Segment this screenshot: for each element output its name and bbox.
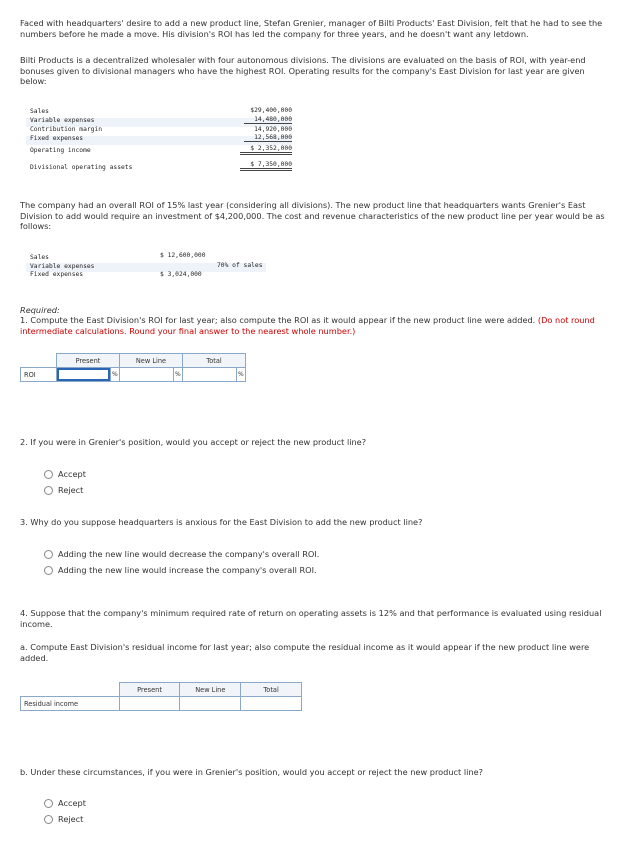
q2-option-reject-label: Reject [58, 485, 84, 495]
ri-header-new-line: New Line [180, 683, 241, 697]
results-label-sales: Sales [30, 108, 49, 115]
results-value-assets: $ 7,350,000 [240, 161, 292, 171]
radio-icon[interactable] [44, 815, 53, 824]
radio-icon[interactable] [44, 550, 53, 559]
ri-total-input[interactable] [241, 697, 301, 710]
q3-option-decrease-label: Adding the new line would decrease the company's overall ROI. [58, 549, 320, 559]
roi-total-input[interactable] [183, 368, 236, 381]
question-4a: a. Compute East Division's residual income for last year; also compute the residual income as it would appear if the new product line were added. [20, 642, 590, 663]
roi-header-present: Present [57, 354, 120, 368]
radio-icon[interactable] [44, 486, 53, 495]
radio-icon[interactable] [44, 566, 53, 575]
ri-row-label: Residual income [21, 697, 120, 711]
results-label-variable: Variable expenses [30, 117, 95, 124]
newline-label-fixed: Fixed expenses [30, 271, 84, 278]
results-value-sales: $29,400,000 [250, 107, 292, 114]
roi-present-input[interactable] [57, 368, 110, 381]
q2-option-accept[interactable] [44, 469, 86, 479]
question-1 [20, 315, 610, 336]
q3-option-increase-label: Adding the new line would increase the company's overall ROI. [58, 565, 317, 575]
results-label-assets: Divisional operating assets [30, 164, 133, 171]
q4b-option-reject-label: Reject [58, 814, 84, 824]
question-2: 2. If you were in Grenier's position, would you accept or reject the new product line? [20, 437, 367, 447]
question-1-text: 1. Compute the East Division's ROI for last year; also compute the ROI as it would appear if the new product line were added. [20, 315, 536, 325]
q3-option-decrease[interactable] [44, 549, 319, 559]
q4b-option-accept-label: Accept [58, 798, 86, 808]
results-value-variable: 14,480,000 [244, 116, 292, 124]
ri-header-present: Present [119, 683, 180, 697]
q4b-option-accept[interactable] [44, 798, 86, 808]
required-heading: Required: [20, 305, 60, 315]
intro-paragraph-1: Faced with headquarters' desire to add a new product line, Stefan Grenier, manager of Bilti Products' East Division, felt that he had to see the numbers before he made a move. His division's ROI has led the company for three years, and he doesn't want any letdown. [20, 18, 603, 39]
new-line-intro: The company had an overall ROI of 15% last year (considering all divisions). The new product line that headquarters wants Grenier's East Division to add would require an investment of $4,200,000. The cost and revenue characteristics of the new product line per year would be as follows: [20, 200, 605, 232]
question-3: 3. Why do you suppose headquarters is anxious for the East Division to add the new product line? [20, 517, 423, 527]
newline-value-fixed: $ 3,024,000 [160, 271, 202, 278]
residual-income-table [20, 682, 302, 711]
results-label-operating-income: Operating income [30, 147, 91, 154]
results-label-fixed: Fixed expenses [30, 135, 84, 142]
question-1-note: (Do not round intermediate calculations. Round your final answer to the nearest whole number.) [20, 315, 595, 336]
roi-row-label: ROI [21, 368, 57, 382]
radio-icon[interactable] [44, 470, 53, 479]
q2-option-accept-label: Accept [58, 469, 86, 479]
results-value-operating-income: $ 2,352,000 [240, 145, 292, 155]
newline-value-sales: $ 12,600,000 [160, 252, 206, 259]
roi-present-pct: % [110, 368, 119, 382]
roi-total-pct: % [236, 368, 245, 382]
roi-header-total: Total [183, 354, 246, 368]
intro-paragraph-2: Bilti Products is a decentralized wholesaler with four autonomous divisions. The divisions are evaluated on the basis of ROI, with year-end bonuses given to divisional managers who have the highest ROI. Operating results for the company's East Division for last year are given below: [20, 55, 586, 87]
ri-header-total: Total [241, 683, 302, 697]
newline-value-variable: 70% of sales [217, 262, 263, 269]
results-value-fixed: 12,568,000 [244, 134, 292, 142]
q4b-option-reject[interactable] [44, 814, 83, 824]
roi-table [20, 353, 246, 382]
q2-option-reject[interactable] [44, 485, 83, 495]
ri-present-input[interactable] [120, 697, 180, 710]
question-4: 4. Suppose that the company's minimum required rate of return on operating assets is 12% and that performance is evaluated using residual income. [20, 608, 602, 629]
newline-label-variable: Variable expenses [30, 263, 95, 270]
newline-label-sales: Sales [30, 254, 49, 261]
ri-new-line-input[interactable] [180, 697, 240, 710]
results-value-contribution: 14,920,000 [254, 126, 292, 133]
results-label-contribution: Contribution margin [30, 126, 103, 133]
radio-icon[interactable] [44, 799, 53, 808]
roi-header-new-line: New Line [120, 354, 183, 368]
roi-new-line-input[interactable] [120, 368, 173, 381]
q3-option-increase[interactable] [44, 565, 317, 575]
roi-new-line-pct: % [173, 368, 182, 382]
question-4b: b. Under these circumstances, if you were in Grenier's position, would you accept or reject the new product line? [20, 767, 483, 777]
